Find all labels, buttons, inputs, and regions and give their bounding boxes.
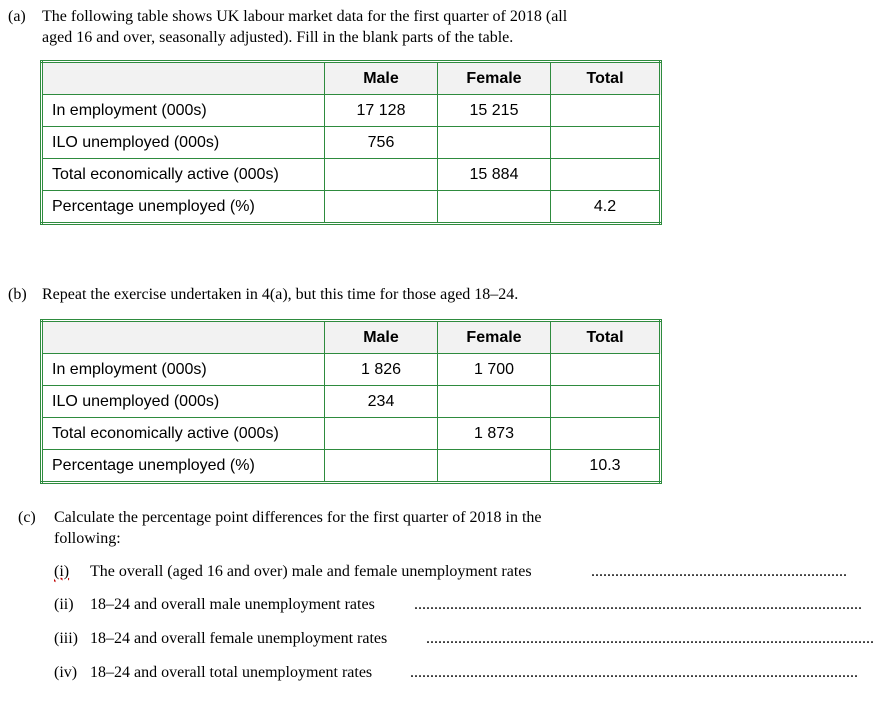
question-a-text-line1: The following table shows UK labour market data for the first quarter of 2018 (all [42,8,568,25]
row-label: Total economically active (000s) [42,159,325,191]
row-label: In employment (000s) [42,354,325,386]
sub-question-text: 18–24 and overall total unemployment rates [90,664,373,681]
question-b-label: (b) [8,286,27,303]
cell-total[interactable]: 10.3 [551,450,661,483]
cell-female[interactable]: 15 884 [438,159,551,191]
row-label: ILO unemployed (000s) [42,386,325,418]
question-b [8,284,708,305]
table-b-header-total: Total [551,321,661,354]
question-b-text: Repeat the exercise undertaken in 4(a), but this time for those aged 18–24. [42,286,519,303]
question-a-label: (a) [8,8,26,25]
answer-dotted-line[interactable]: ................................................................ [591,563,847,580]
table-row [42,354,661,386]
cell-female[interactable] [438,386,551,418]
cell-male[interactable] [325,191,438,224]
table-a-header-total: Total [551,62,661,95]
sub-question-number: (iv) [54,664,78,681]
cell-male[interactable]: 234 [325,386,438,418]
answer-dotted-line[interactable]: ................................................................................................................ [410,664,858,681]
sub-question-iv [54,663,858,683]
table-a-header-row [42,62,661,95]
cell-total[interactable]: 4.2 [551,191,661,224]
cell-male[interactable] [325,159,438,191]
question-c [18,507,708,549]
table-row [42,191,661,224]
table-row [42,95,661,127]
table-b-header-blank [42,321,325,354]
cell-male[interactable]: 756 [325,127,438,159]
table-row [42,159,661,191]
question-c-label: (c) [18,509,36,526]
cell-male[interactable] [325,418,438,450]
cell-total[interactable] [551,159,661,191]
sub-question-i [54,562,847,582]
table-row [42,127,661,159]
sub-question-text: 18–24 and overall male unemployment rates [90,596,375,613]
table-b-header-row [42,321,661,354]
cell-female[interactable]: 1 700 [438,354,551,386]
cell-female[interactable] [438,127,551,159]
cell-male[interactable]: 1 826 [325,354,438,386]
row-label: Percentage unemployed (%) [42,191,325,224]
cell-total[interactable] [551,386,661,418]
table-b [40,319,662,484]
cell-total[interactable] [551,354,661,386]
table-b-header-female: Female [438,321,551,354]
table-row [42,386,661,418]
cell-male[interactable] [325,450,438,483]
question-c-text-line1: Calculate the percentage point differences for the first quarter of 2018 in the [54,509,542,526]
sub-question-number: (ii) [54,596,74,613]
sub-question-text: The overall (aged 16 and over) male and female unemployment rates [90,563,532,580]
table-a-header-male: Male [325,62,438,95]
cell-male[interactable]: 17 128 [325,95,438,127]
cell-total[interactable] [551,95,661,127]
cell-female[interactable] [438,450,551,483]
table-row [42,418,661,450]
row-label: Percentage unemployed (%) [42,450,325,483]
cell-female[interactable]: 15 215 [438,95,551,127]
sub-question-iii [54,629,874,649]
cell-female[interactable]: 1 873 [438,418,551,450]
sub-question-number: (i) [54,563,70,580]
sub-question-text: 18–24 and overall female unemployment rates [90,630,388,647]
sub-question-ii [54,595,862,615]
question-c-text-line2: following: [54,530,121,547]
table-a [40,60,662,225]
row-label: In employment (000s) [42,95,325,127]
row-label: Total economically active (000s) [42,418,325,450]
answer-dotted-line[interactable]: ................................................................................................................ [414,596,862,613]
question-a [8,6,708,48]
cell-total[interactable] [551,127,661,159]
question-a-text-line2: aged 16 and over, seasonally adjusted). Fill in the blank parts of the table. [42,29,514,46]
table-b-header-male: Male [325,321,438,354]
table-a-header-blank [42,62,325,95]
row-label: ILO unemployed (000s) [42,127,325,159]
cell-female[interactable] [438,191,551,224]
table-a-header-female: Female [438,62,551,95]
cell-total[interactable] [551,418,661,450]
answer-dotted-line[interactable]: ................................................................................................................ [426,630,874,647]
sub-question-number: (iii) [54,630,78,647]
table-row [42,450,661,483]
